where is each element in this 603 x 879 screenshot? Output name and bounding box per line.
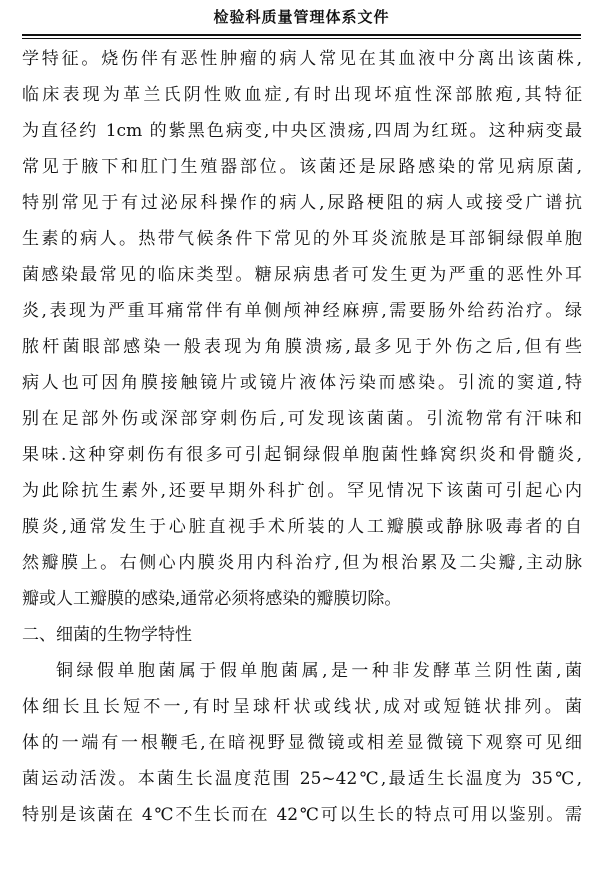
- text-line: 体的一端有一根鞭毛,在暗视野显微镜或相差显微镜下观察可见细: [22, 733, 582, 753]
- text-line: 为直径约 1cm 的紫黑色病变,中央区溃疡,四周为红斑。这种病变最: [22, 121, 582, 141]
- section-heading: 二、细菌的生物学特性: [22, 625, 192, 645]
- text-line: 然瓣膜上。右侧心内膜炎用内科治疗,但为根治累及二尖瓣,主动脉: [22, 553, 582, 573]
- text-line: 特别常见于有过泌尿科操作的病人,尿路梗阻的病人或接受广谱抗: [22, 193, 582, 213]
- text-line: 瓣或人工瓣膜的感染,通常必须将感染的瓣膜切除。: [22, 589, 402, 609]
- text-line: 膜炎,通常发生于心脏直视手术所装的人工瓣膜或静脉吸毒者的自: [22, 517, 582, 537]
- text-line: 体细长且长短不一,有时呈球杆状或线状,成对或短链状排列。菌: [22, 697, 582, 717]
- document-body: [22, 41, 582, 833]
- text-line: 果味.这种穿刺伤有很多可引起铜绿假单胞菌性蜂窝织炎和骨髓炎,: [22, 445, 582, 465]
- text-line: 菌感染最常见的临床类型。糖尿病患者可发生更为严重的恶性外耳: [22, 265, 582, 285]
- text-line: 特别是该菌在 4℃不生长而在 42℃可以生长的特点可用以鉴别。需: [22, 805, 582, 825]
- text-line: 铜绿假单胞菌属于假单胞菌属,是一种非发酵革兰阴性菌,菌: [56, 661, 582, 681]
- text-line: 临床表现为革兰氏阴性败血症,有时出现坏疽性深部脓疱,其特征: [22, 85, 582, 105]
- text-line: 病人也可因角膜接触镜片或镜片液体污染而感染。引流的窦道,特: [22, 373, 582, 393]
- text-line: 生素的病人。热带气候条件下常见的外耳炎流脓是耳部铜绿假单胞: [22, 229, 582, 249]
- text-line: 菌运动活泼。本菌生长温度范围 25~42℃,最适生长温度为 35℃,: [22, 769, 582, 789]
- text-line: 脓杆菌眼部感染一般表现为角膜溃疡,最多见于外伤之后,但有些: [22, 337, 582, 357]
- text-line: 炎,表现为严重耳痛常伴有单侧颅神经麻痹,需要肠外给药治疗。绿: [22, 301, 582, 321]
- text-line: 别在足部外伤或深部穿刺伤后,可发现该菌菌。引流物常有汗味和: [22, 409, 582, 429]
- text-line: 为此除抗生素外,还要早期外科扩创。罕见情况下该菌可引起心内: [22, 481, 582, 501]
- document-header-title: 检验科质量管理体系文件: [213, 8, 390, 26]
- header-divider-thick: [22, 34, 581, 36]
- text-line: 学特征。烧伤伴有恶性肿瘤的病人常见在其血液中分离出该菌株,: [22, 49, 582, 69]
- header-divider-thin: [22, 38, 581, 39]
- text-line: 常见于腋下和肛门生殖器部位。该菌还是尿路感染的常见病原菌,: [22, 157, 582, 177]
